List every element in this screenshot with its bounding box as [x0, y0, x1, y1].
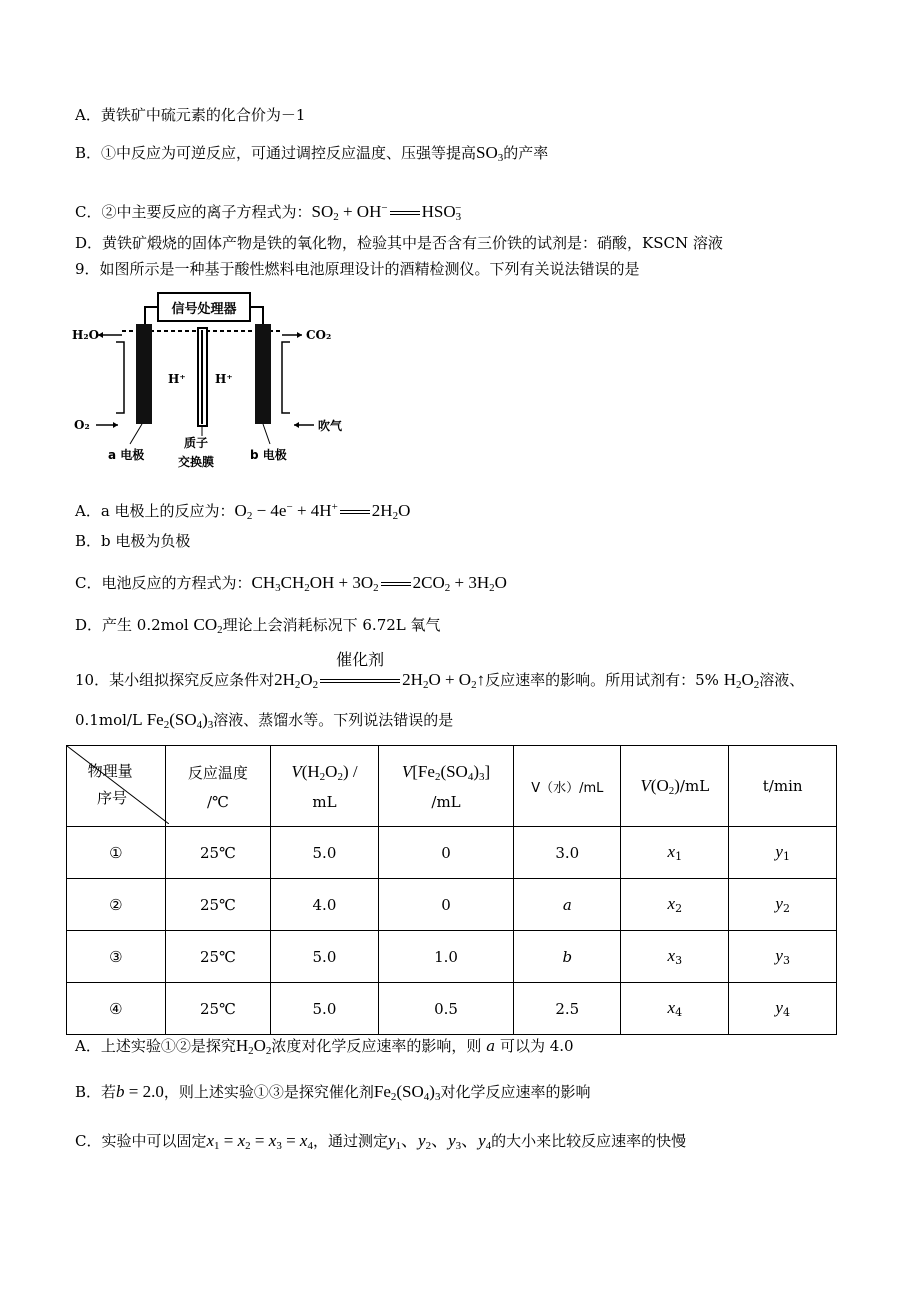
- h-plus-left: H⁺: [168, 372, 186, 386]
- q9-option-d: D．产生 0.2mol $CO_2$理论上会消耗标况下 6.72L 氧气: [75, 615, 441, 636]
- header-h2o2-unit: mL: [312, 792, 337, 811]
- catalyst-label: 催化剂: [336, 650, 385, 669]
- row-x: $x_1$: [621, 827, 729, 879]
- table-header-row: [67, 746, 837, 827]
- co2-label: CO₂: [306, 328, 332, 342]
- q8-option-a: A．黄铁矿中硫元素的化合价为－1: [75, 106, 306, 124]
- q9-option-a: A．a 电极上的反应为：$O_2 - 4e^- + 4H^+$ $2H_2O$: [75, 501, 411, 522]
- row-y: $y_1$: [729, 827, 837, 879]
- b-leader: [263, 424, 270, 444]
- processor-label: 信号处理器: [171, 302, 237, 317]
- row-fe: 0: [378, 879, 514, 931]
- diag-top-label: 物理量: [87, 762, 133, 780]
- row-h2o2: 5.0: [271, 983, 379, 1035]
- q9-option-b: B．b 电极为负极: [75, 532, 191, 550]
- row-temp: 25℃: [165, 931, 271, 983]
- header-time: [729, 746, 837, 827]
- header-fe: $V[Fe_2(SO_4)_3]$ /mL: [378, 746, 514, 827]
- electrode-b-plate: [255, 324, 271, 424]
- header-temp: [165, 746, 271, 827]
- header-temp-line2: /℃: [207, 792, 229, 811]
- right-bracket: [282, 342, 290, 413]
- row-x: $x_3$: [621, 931, 729, 983]
- header-fe-unit: /mL: [431, 792, 461, 811]
- table-row: [67, 931, 837, 983]
- membrane-label-1: 质子: [184, 436, 209, 450]
- header-water: [514, 746, 621, 827]
- blow-arrowhead: [294, 422, 299, 428]
- row-temp: 25℃: [165, 983, 271, 1035]
- fuel-cell-diagram: [70, 288, 350, 473]
- row-x: $x_4$: [621, 983, 729, 1035]
- table-row: [67, 983, 837, 1035]
- co2-arrowhead: [297, 332, 302, 338]
- row-water: b: [514, 931, 621, 983]
- q8-option-c: C．②中主要反应的离子方程式为：$SO_2 + OH^-$ $HSO_3^-$: [75, 202, 462, 223]
- header-h2o2: $V(H_2O_2)$ / mL: [271, 746, 379, 827]
- row-water: 3.0: [514, 827, 621, 879]
- q8-option-b: B．①中反应为可逆反应，可通过调控反应温度、压强等提高$SO_3$的产率: [75, 143, 549, 164]
- row-no: ①: [67, 827, 166, 879]
- a-leader: [130, 424, 142, 444]
- row-no: ②: [67, 879, 166, 931]
- row-h2o2: 4.0: [271, 879, 379, 931]
- row-y: $y_3$: [729, 931, 837, 983]
- electrode-b-label: b 电极: [250, 448, 287, 462]
- electrode-a-label: a 电极: [108, 448, 145, 462]
- header-o2-unit: /mL: [679, 776, 710, 795]
- header-o2: $V(O_2)/mL$: [621, 746, 729, 827]
- left-bracket: [116, 342, 124, 413]
- header-water-label: V（水）/mL: [531, 780, 604, 796]
- row-fe: 0: [378, 827, 514, 879]
- q10-option-b: B．若b = 2.0，则上述实验①③是探究催化剂$Fe_2(SO_4)_3$对化学反应速率的影响: [75, 1082, 591, 1103]
- o2-label: O₂: [74, 418, 90, 432]
- row-fe: 0.5: [378, 983, 514, 1035]
- row-no: ③: [67, 931, 166, 983]
- row-no: ④: [67, 983, 166, 1035]
- row-water: a: [514, 879, 621, 931]
- table-row: [67, 827, 837, 879]
- row-x: $x_2$: [621, 879, 729, 931]
- h-plus-right: H⁺: [215, 372, 233, 386]
- q10-option-a: A．上述实验①②是探究$H_2O_2$浓度对化学反应速率的影响，则 a 可以为 4.0: [75, 1036, 574, 1057]
- table-row: [67, 879, 837, 931]
- q10-option-c: C．实验中可以固定$x_1 = x_2 = x_3 = x_4$，通过测定$y_1$、$y_2$、$y_3$、$y_4$的大小来比较反应速率的快慢: [75, 1131, 687, 1152]
- blow-label: 吹气: [318, 419, 343, 433]
- row-water: 2.5: [514, 983, 621, 1035]
- q9-option-c: C．电池反应的方程式为：$CH_3CH_2OH + 3O_2$ $2CO_2 + 3H_2O$: [75, 573, 507, 594]
- experiment-table: [66, 745, 837, 1035]
- q9-stem: 9．如图所示是一种基于酸性燃料电池原理设计的酒精检测仪。下列有关说法错误的是: [75, 260, 640, 278]
- q10-stem-line2: 0.1mol/L $Fe_2(SO_4)_3$溶液、蒸馏水等。下列说法错误的是: [75, 710, 454, 731]
- row-h2o2: 5.0: [271, 827, 379, 879]
- row-y: $y_2$: [729, 879, 837, 931]
- diag-bottom-label: 序号: [97, 789, 128, 807]
- header-time-label: t/min: [762, 777, 803, 795]
- diagonal-header-cell: [67, 746, 166, 827]
- row-fe: 1.0: [378, 931, 514, 983]
- electrode-a-plate: [136, 324, 152, 424]
- h2o-label: H₂O: [72, 328, 100, 342]
- o2-arrowhead: [113, 422, 118, 428]
- membrane-label-2: 交换膜: [178, 455, 215, 469]
- header-temp-line1: 反应温度: [187, 763, 248, 782]
- right-wire: [250, 307, 263, 326]
- row-h2o2: 5.0: [271, 931, 379, 983]
- diagonal-line: [67, 746, 169, 824]
- q8-option-d: D．黄铁矿煅烧的固体产物是铁的氧化物，检验其中是否含有三价铁的试剂是：硝酸，KSCN 溶液: [75, 234, 723, 252]
- row-y: $y_4$: [729, 983, 837, 1035]
- q10-stem: 10．某小组拟探究反应条件对$2H_2O_2$ 催化剂 $2H_2O$ + $O_2↑$反应速率的影响。所用试剂有：5% $H_2O_2$溶液、: [75, 650, 805, 691]
- row-temp: 25℃: [165, 879, 271, 931]
- left-wire: [145, 307, 158, 326]
- row-temp: 25℃: [165, 827, 271, 879]
